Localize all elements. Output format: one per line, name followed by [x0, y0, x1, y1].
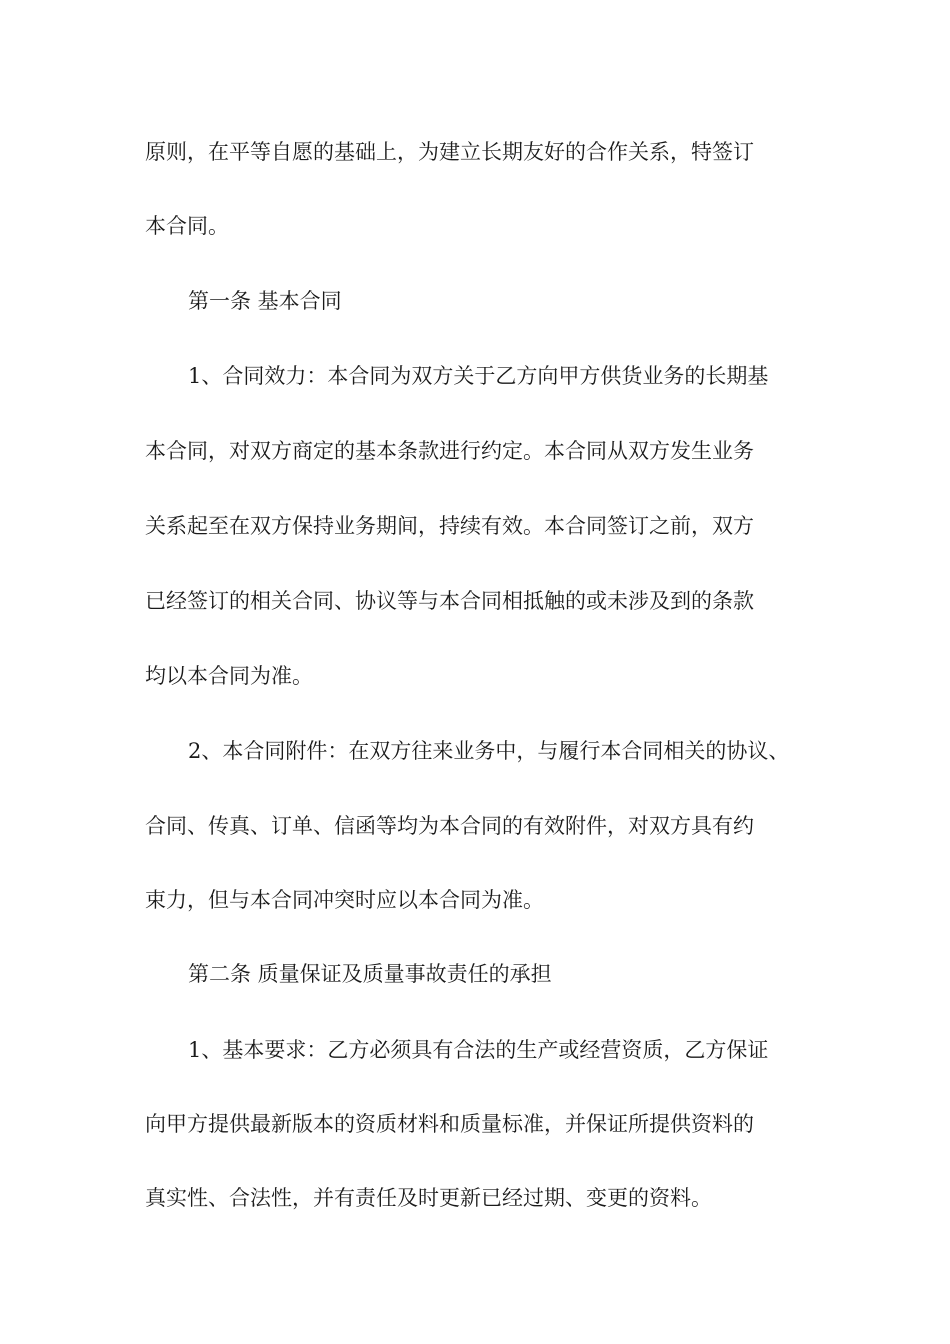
- paragraph-line: 合同、传真、订单、信函等均为本合同的有效附件，对双方具有约: [145, 814, 754, 838]
- paragraph-line: 2、本合同附件：在双方往来业务中，与履行本合同相关的协议、: [188, 739, 790, 763]
- paragraph-line: 关系起至在双方保持业务期间，持续有效。本合同签订之前，双方: [145, 514, 754, 538]
- article-heading: 第一条 基本合同: [188, 289, 342, 313]
- paragraph-line: 1、合同效力：本合同为双方关于乙方向甲方供货业务的长期基: [188, 364, 769, 388]
- paragraph-line: 向甲方提供最新版本的资质材料和质量标准，并保证所提供资料的: [145, 1112, 754, 1136]
- paragraph-line: 原则，在平等自愿的基础上，为建立长期友好的合作关系，特签订: [145, 140, 754, 164]
- paragraph-line: 1、基本要求：乙方必须具有合法的生产或经营资质，乙方保证: [188, 1038, 769, 1062]
- article-heading: 第二条 质量保证及质量事故责任的承担: [188, 962, 552, 986]
- paragraph-line: 已经签订的相关合同、协议等与本合同相抵触的或未涉及到的条款: [145, 589, 754, 613]
- paragraph-line: 本合同。: [145, 214, 229, 238]
- paragraph-line: 均以本合同为准。: [145, 664, 313, 688]
- paragraph-line: 真实性、合法性，并有责任及时更新已经过期、变更的资料。: [145, 1186, 712, 1210]
- paragraph-line: 本合同，对双方商定的基本条款进行约定。本合同从双方发生业务: [145, 439, 754, 463]
- paragraph-line: 束力，但与本合同冲突时应以本合同为准。: [145, 888, 544, 912]
